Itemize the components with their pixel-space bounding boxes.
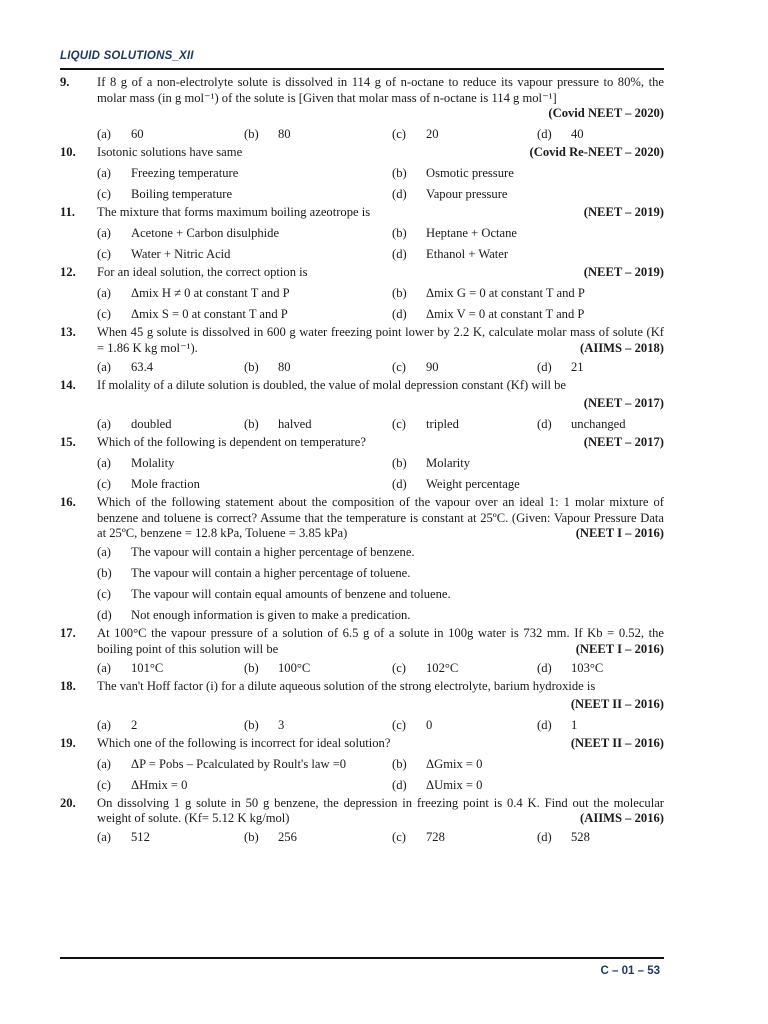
question-row [60,205,664,223]
question-row [60,626,664,657]
answer-option[interactable] [97,830,150,846]
question-item [60,736,664,796]
question-row [60,736,664,754]
answer-option[interactable] [244,661,310,677]
question-text-body: At 100°C the vapour pressure of a solution of 6.5 g of a solute in 100g water is 732 mm. If Kb = 0.52, the boiling point of this solution will be [97,626,664,656]
option-label: (c) [392,416,406,431]
answer-option[interactable] [392,778,482,794]
exam-source-tag: (NEET II – 2016) [570,735,664,750]
option-label: (a) [97,416,111,431]
question-number: 14. [60,377,76,392]
answer-option[interactable] [97,757,346,773]
option-label: (c) [392,830,406,845]
option-label: (b) [244,830,259,845]
exam-source-tag: (AIIMS – 2018) [570,341,664,357]
option-label: (b) [392,166,407,181]
answer-option[interactable] [97,477,200,493]
option-text: Δmix S = 0 at constant T and P [131,307,288,322]
option-text: 0 [426,717,433,732]
question-item [60,205,664,265]
option-text: unchanged [571,416,626,431]
option-label: (d) [537,416,552,431]
question-text: Which one of the following is incorrect for ideal solution? [97,735,391,750]
answer-option[interactable] [392,477,520,493]
options-row [97,754,664,775]
answer-option[interactable] [392,187,507,203]
options-row [97,124,664,145]
answer-option[interactable] [97,307,288,323]
answer-option[interactable] [392,226,517,242]
question-item [60,626,664,678]
answer-option[interactable] [244,830,297,846]
option-label: (b) [392,756,407,771]
option-text: 528 [571,830,590,845]
option-label: (b) [244,416,259,431]
answer-option[interactable] [392,661,458,677]
option-label: (d) [537,717,552,732]
question-item [60,796,664,848]
options-row [97,283,664,304]
option-text: ΔUmix = 0 [426,777,483,792]
answer-option[interactable] [392,830,445,846]
answer-option[interactable] [97,247,230,263]
question-text: Isotonic solutions have same [97,145,243,160]
option-label: (d) [392,476,407,491]
option-text: Molality [131,455,175,470]
question-number: 12. [60,265,76,280]
options-row [97,775,664,796]
option-text: 2 [131,717,138,732]
option-text: Water + Nitric Acid [131,247,231,262]
answer-option[interactable] [97,456,174,472]
answer-option[interactable] [537,718,577,734]
option-text: 80 [278,359,291,374]
question-number: 16. [60,494,76,509]
option-label: (b) [392,226,407,241]
question-row [60,435,664,453]
answer-option[interactable] [244,718,284,734]
option-label: (b) [244,660,259,675]
option-text: Ethanol + Water [426,247,509,262]
question-row [60,679,664,697]
option-text: 1 [571,717,578,732]
header-rule [60,68,664,70]
option-label: (a) [97,717,111,732]
option-text: 728 [426,830,445,845]
question-text-body: Which of the following statement about the composition of the vapour over an ideal 1: 1 molar mixture of benzene and toluene is correct? Assume that the temperature is constant at 25ºC. (Given: Vapour Pressure Data at 25ºC, benzene = 12.8 kPa, Toluene = 3.85 kPa) [97,494,664,541]
answer-option[interactable] [97,286,290,302]
option-text: Vapour pressure [426,187,508,202]
footer-rule [60,957,664,959]
question-text: If 8 g of a non-electrolyte solute is dissolved in 114 g of n-octane to reduce its vapour pressure to 80%, the molar mass (in g mol⁻¹) of the solute is [Given that molar mass of n-octane is 114 g mol⁻¹] [97,75,664,105]
question-number: 13. [60,325,76,340]
option-label: (b) [244,127,259,142]
option-label: (c) [392,359,406,374]
options-row [97,244,664,265]
option-label: (d) [392,307,407,322]
option-text: 60 [131,127,144,142]
question-row [60,145,664,163]
options-row [97,357,664,378]
question-number: 20. [60,795,76,810]
options-row [97,563,664,584]
answer-option[interactable] [97,166,238,182]
option-text: 256 [278,830,297,845]
question-number: 10. [60,145,76,160]
question-item [60,325,664,377]
question-row [60,75,664,106]
answer-option[interactable] [97,566,410,582]
question-text: The van't Hoff factor (i) for a dilute aqueous solution of the strong electrolyte, barium hydroxide is [97,678,596,693]
question-row [60,796,664,827]
option-label: (a) [97,359,111,374]
option-label: (a) [97,166,111,181]
exam-source-tag: (Covid NEET – 2020) [548,106,664,121]
question-number: 11. [60,205,76,220]
answer-option[interactable] [392,757,482,773]
question-item [60,75,664,145]
answer-option[interactable] [97,360,153,376]
answer-option[interactable] [392,127,439,143]
question-text [97,495,664,542]
option-label: (b) [244,717,259,732]
answer-option[interactable] [392,307,584,323]
option-label: (a) [97,545,111,560]
answer-option[interactable] [392,166,514,182]
exam-source-tag: (NEET II – 2016) [570,696,664,711]
options-row [97,184,664,205]
header-title: LIQUID SOLUTIONS_XII [60,50,194,62]
question-text [97,796,664,827]
option-text: The vapour will contain a higher percentage of toluene. [131,566,411,581]
option-label: (c) [97,307,111,322]
question-text: If molality of a dilute solution is doubled, the value of molal depression constant (Kf) will be [97,377,567,392]
answer-option[interactable] [537,360,584,376]
option-text: 101°C [131,660,164,675]
exam-source-row [60,106,664,124]
exam-source-tag: (Covid Re-NEET – 2020) [529,145,664,160]
answer-option[interactable] [97,545,415,561]
exam-source-tag: (NEET I – 2016) [566,642,664,658]
option-text: The vapour will contain equal amounts of benzene and toluene. [131,587,451,602]
question-text [97,626,664,657]
option-text: doubled [131,416,172,431]
option-label: (c) [392,127,406,142]
question-list [60,75,664,848]
answer-option[interactable] [537,830,590,846]
question-text-body: On dissolving 1 g solute in 50 g benzene, the depression in freezing point is 0.4 K. Find out the molecular weight of solute. (Kf= 5.12 K kg/mol) [97,795,664,826]
options-row [97,453,664,474]
question-item [60,679,664,736]
options-row [97,223,664,244]
option-text: Mole fraction [131,476,200,491]
options-row [97,715,664,736]
option-label: (d) [537,660,552,675]
option-label: (c) [392,660,406,675]
option-text: 21 [571,359,584,374]
question-number: 15. [60,434,76,449]
answer-option[interactable] [537,417,626,433]
options-row [97,163,664,184]
question-item [60,435,664,495]
question-row [60,325,664,356]
option-label: (a) [97,455,111,470]
option-label: (b) [97,566,112,581]
answer-option[interactable] [97,718,137,734]
question-item [60,495,664,626]
options-row [97,658,664,679]
option-label: (c) [97,187,111,202]
option-text: 103°C [571,660,604,675]
question-item [60,145,664,205]
option-label: (c) [97,777,111,792]
option-text: Δmix V = 0 at constant T and P [426,307,585,322]
exam-source-tag: (NEET I – 2016) [566,526,664,542]
option-label: (b) [244,359,259,374]
exam-source-tag: (NEET – 2017) [583,434,664,449]
answer-option[interactable] [392,286,585,302]
option-label: (a) [97,286,111,301]
option-text: 40 [571,127,584,142]
option-text: 100°C [278,660,311,675]
option-label: (c) [97,476,111,491]
option-text: Osmotic pressure [426,166,514,181]
option-text: 102°C [426,660,459,675]
answer-option[interactable] [244,417,312,433]
question-number: 17. [60,626,76,641]
exam-source-row [60,697,664,715]
exam-source-tag: (NEET – 2017) [583,395,664,410]
answer-option[interactable] [392,417,459,433]
option-text: Δmix H ≠ 0 at constant T and P [131,286,290,301]
option-label: (c) [392,717,406,732]
option-label: (a) [97,127,111,142]
option-text: ΔHmix = 0 [131,777,188,792]
answer-option[interactable] [97,661,163,677]
option-text: 63.4 [131,359,154,374]
answer-option[interactable] [97,608,410,624]
answer-option[interactable] [537,127,584,143]
options-row [97,605,664,626]
question-text [97,325,664,356]
answer-option[interactable] [97,187,232,203]
option-label: (a) [97,226,111,241]
question-text: The mixture that forms maximum boiling azeotrope is [97,205,371,220]
option-label: (d) [537,127,552,142]
options-row [97,414,664,435]
option-label: (d) [392,777,407,792]
answer-option[interactable] [392,718,432,734]
options-row [97,827,664,848]
option-text: halved [278,416,312,431]
answer-option[interactable] [97,587,451,603]
question-number: 19. [60,735,76,750]
option-label: (d) [537,830,552,845]
option-label: (a) [97,830,111,845]
option-text: Boiling temperature [131,187,233,202]
exam-source-tag: (AIIMS – 2016) [570,811,664,827]
exam-source-tag: (NEET – 2019) [583,265,664,280]
option-text: Molarity [426,455,471,470]
options-row [97,474,664,495]
option-text: Not enough information is given to make a predication. [131,608,411,623]
question-item [60,265,664,325]
option-text: Freezing temperature [131,166,239,181]
option-text: Weight percentage [426,476,520,491]
options-row [97,542,664,563]
option-text: 90 [426,359,439,374]
options-row [97,304,664,325]
option-text: The vapour will contain a higher percentage of benzene. [131,545,415,560]
question-row [60,378,664,396]
option-label: (a) [97,660,111,675]
answer-option[interactable] [537,661,603,677]
question-text-body: When 45 g solute is dissolved in 600 g water freezing point lower by 2.2 K, calculate molar mass of solute (Kf = 1.86 K kg mol⁻¹). [97,325,664,356]
option-label: (c) [97,247,111,262]
answer-option[interactable] [244,127,291,143]
answer-option[interactable] [392,247,508,263]
question-text: For an ideal solution, the correct option is [97,265,308,280]
answer-option[interactable] [97,127,144,143]
answer-option[interactable] [97,778,187,794]
question-row [60,495,664,542]
option-text: tripled [426,416,459,431]
answer-option[interactable] [392,360,439,376]
answer-option[interactable] [97,226,279,242]
option-text: 3 [278,717,285,732]
answer-option[interactable] [244,360,291,376]
option-text: Acetone + Carbon disulphide [131,226,280,241]
option-label: (a) [97,756,111,771]
question-row [60,265,664,283]
option-label: (d) [537,359,552,374]
answer-option[interactable] [392,456,470,472]
exam-source-tag: (NEET – 2019) [583,205,664,220]
answer-option[interactable] [97,417,172,433]
options-row [97,584,664,605]
option-label: (d) [392,247,407,262]
question-text: Which of the following is dependent on temperature? [97,434,366,449]
option-text: 20 [426,127,439,142]
question-number: 9. [60,75,70,89]
option-label: (b) [392,455,407,470]
question-item [60,378,664,435]
page-number: C – 01 – 53 [600,965,660,977]
option-text: Δmix G = 0 at constant T and P [426,286,585,301]
option-label: (d) [392,187,407,202]
option-label: (c) [97,587,111,602]
exam-source-row [60,396,664,414]
option-text: Heptane + Octane [426,226,518,241]
option-text: ΔGmix = 0 [426,756,483,771]
option-label: (b) [392,286,407,301]
option-label: (d) [97,608,112,623]
question-number: 18. [60,678,76,693]
option-text: 80 [278,127,291,142]
option-text: ΔP = Pobs – Pcalculated by Roult's law =0 [131,756,347,771]
option-text: 512 [131,830,150,845]
